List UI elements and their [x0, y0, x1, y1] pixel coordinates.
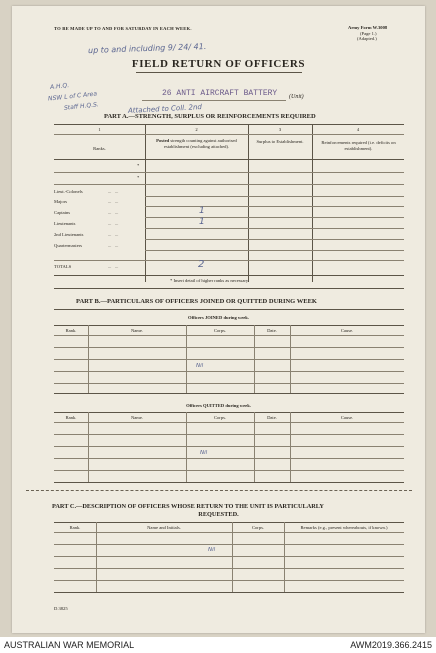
joined-col-name: Name.: [130, 328, 144, 333]
leader-dots: ... ...: [108, 221, 119, 226]
row-rule-4: [145, 206, 404, 207]
col-number-4: 4: [356, 127, 360, 132]
joined-col-corps: Corps.: [213, 328, 227, 333]
joined-col-cause: Cause.: [340, 328, 354, 333]
part-c-row-rule: [54, 568, 404, 569]
row-rule-7: [145, 239, 404, 240]
quitted-row-rule: [54, 470, 404, 471]
joined-row-rule: [54, 359, 404, 360]
part-a-title: PART A.—STRENGTH, SURPLUS OR REINFORCEMENTS REQUIRED: [104, 113, 316, 120]
leader-dots: ... ...: [108, 232, 119, 237]
leader-dots: ... ...: [108, 199, 119, 204]
quitted-header-rule: [54, 412, 404, 413]
part-a-col-divider-3: [312, 124, 313, 282]
rank-lieutenants: Lieutenants: [54, 221, 76, 226]
quitted-col-date: Date.: [267, 415, 277, 420]
col-header-reinforcements: Reinforcements required (i.e. deficits on establishment).: [321, 140, 396, 151]
quitted-col-rank: Rank.: [65, 415, 77, 420]
col-number-1: 1: [98, 127, 101, 132]
unit-label: (Unit): [289, 94, 304, 100]
handwritten-note-3: Staff H.Q.S.: [63, 101, 100, 112]
lieutenants-count: 1: [199, 217, 205, 227]
joined-col-date: Date.: [267, 328, 277, 333]
quitted-row-rule: [54, 446, 404, 447]
part-c-row-rule: [54, 556, 404, 557]
archive-reference: AWM2019.366.2415: [350, 640, 432, 650]
col-header-posted: [148, 138, 245, 149]
handwritten-period: up to and including 9/ 24/ 41.: [87, 41, 207, 56]
part-c-col-remarks: Remarks (e.g., present whereabouts, if known.): [300, 525, 388, 530]
part-b-top-rule: [54, 309, 404, 310]
col-header-surplus: Surplus to Establishment.: [256, 139, 304, 144]
part-c-row-rule: [54, 580, 404, 581]
archive-name: AUSTRALIAN WAR MEMORIAL: [4, 640, 135, 650]
part-c-col-name: Name and Initials.: [147, 525, 181, 530]
captains-count: 1: [199, 206, 205, 216]
army-form-number: Army Form W.3008: [348, 25, 388, 30]
leader-dots: ... ...: [108, 264, 119, 269]
joined-row-rule: [54, 335, 404, 336]
leader-dots: ... ...: [108, 189, 119, 194]
row-rule-5: [145, 217, 404, 218]
rank-2nd-lieutenants: 2nd Lieutenants: [54, 232, 84, 237]
form-sheet: [12, 6, 425, 633]
posted-word: Posted: [156, 138, 170, 143]
row-rule-3: [145, 196, 404, 197]
leader-dots: ... ...: [108, 210, 119, 215]
quitted-title: Officers QUITTED during week.: [186, 403, 251, 408]
part-a-bottom-rule: [54, 288, 404, 289]
quitted-row-rule: [54, 422, 404, 423]
adapted-note: (Adapted.): [357, 36, 377, 41]
title-underline: [136, 72, 302, 73]
unit-name: 26 ANTI AIRCRAFT BATTERY: [162, 89, 278, 98]
part-a-col-divider-1: [145, 124, 146, 282]
archive-footer: [0, 637, 436, 653]
total-count: 2: [198, 259, 205, 270]
joined-col-rank: Rank.: [65, 328, 77, 333]
quitted-col-cause: Cause.: [340, 415, 354, 420]
quitted-bottom-rule: [54, 482, 404, 483]
part-c-nil: Nil: [208, 547, 216, 553]
joined-row-rule: [54, 371, 404, 372]
quitted-row-rule: [54, 458, 404, 459]
handwritten-note-1: A.H.Q.: [49, 82, 70, 91]
part-c-top-rule: [54, 522, 404, 523]
totals-rule: [54, 275, 404, 276]
joined-row-rule: [54, 347, 404, 348]
row-rule-8: [145, 250, 404, 251]
part-c-row-rule: [54, 544, 404, 545]
part-c-col-rank: Rank.: [69, 525, 81, 530]
form-title: FIELD RETURN OF OFFICERS: [131, 58, 306, 70]
part-a-top-rule: [54, 124, 404, 125]
star-row-2: *: [137, 175, 140, 180]
col-header-ranks: Ranks.: [93, 146, 106, 151]
leader-dots: ... ...: [108, 243, 119, 248]
joined-nil: Nil: [196, 363, 204, 369]
col-header-rule: [54, 159, 404, 160]
joined-title: Officers JOINED during week.: [188, 315, 249, 320]
part-a-footnote: * Insert detail of higher ranks as necessary.: [170, 278, 250, 283]
joined-row-rule: [54, 383, 404, 384]
part-c-title-line-2: REQUESTED.: [198, 511, 239, 518]
totals-label: TOTALS: [54, 264, 72, 269]
quitted-col-corps: Corps.: [213, 415, 227, 420]
rank-captains: Captains: [54, 210, 71, 215]
rank-lieut-colonels: Lieut.-Colonels: [54, 189, 83, 194]
posted-description: strength counting against authorised establishment (excluding attached).: [163, 138, 237, 149]
part-c-bottom-rule: [54, 592, 404, 593]
quitted-row-rule: [54, 434, 404, 435]
part-c-col-corps: Corps.: [251, 525, 265, 530]
part-a-col-divider-2: [248, 124, 249, 282]
row-rule-1: [54, 172, 404, 173]
part-b-title: PART B.—PARTICULARS OF OFFICERS JOINED OR QUITTED DURING WEEK: [76, 298, 317, 305]
rank-majors: Majors: [54, 199, 68, 204]
form-instruction: TO BE MADE UP TO AND FOR SATURDAY IN EACH WEEK.: [54, 26, 192, 31]
col-number-rule: [54, 134, 404, 135]
joined-header-rule: [54, 325, 404, 326]
rank-quartermasters: Quartermasters: [54, 243, 83, 248]
row-rule-2: [54, 184, 404, 185]
star-row-1: *: [137, 163, 140, 168]
page-number: (Page 1.): [360, 31, 377, 36]
quitted-nil: Nil: [200, 450, 208, 456]
handwritten-unit-note: Attached to Coll. 2nd: [127, 103, 203, 115]
row-rule-9: [54, 260, 404, 261]
joined-bottom-rule: [54, 393, 404, 394]
form-code: D.3825: [54, 606, 68, 611]
unit-line: [142, 100, 286, 101]
part-c-title-line-1: PART C.—DESCRIPTION OF OFFICERS WHOSE RETURN TO THE UNIT IS PARTICULARLY: [52, 503, 324, 510]
part-c-row-rule: [54, 532, 404, 533]
quitted-col-name: Name.: [130, 415, 144, 420]
col-number-2: 2: [195, 127, 198, 132]
perforation-line: [26, 490, 412, 491]
col-number-3: 3: [278, 127, 282, 132]
handwritten-note-2: NSW L of C Area: [47, 90, 98, 103]
row-rule-6: [145, 228, 404, 229]
